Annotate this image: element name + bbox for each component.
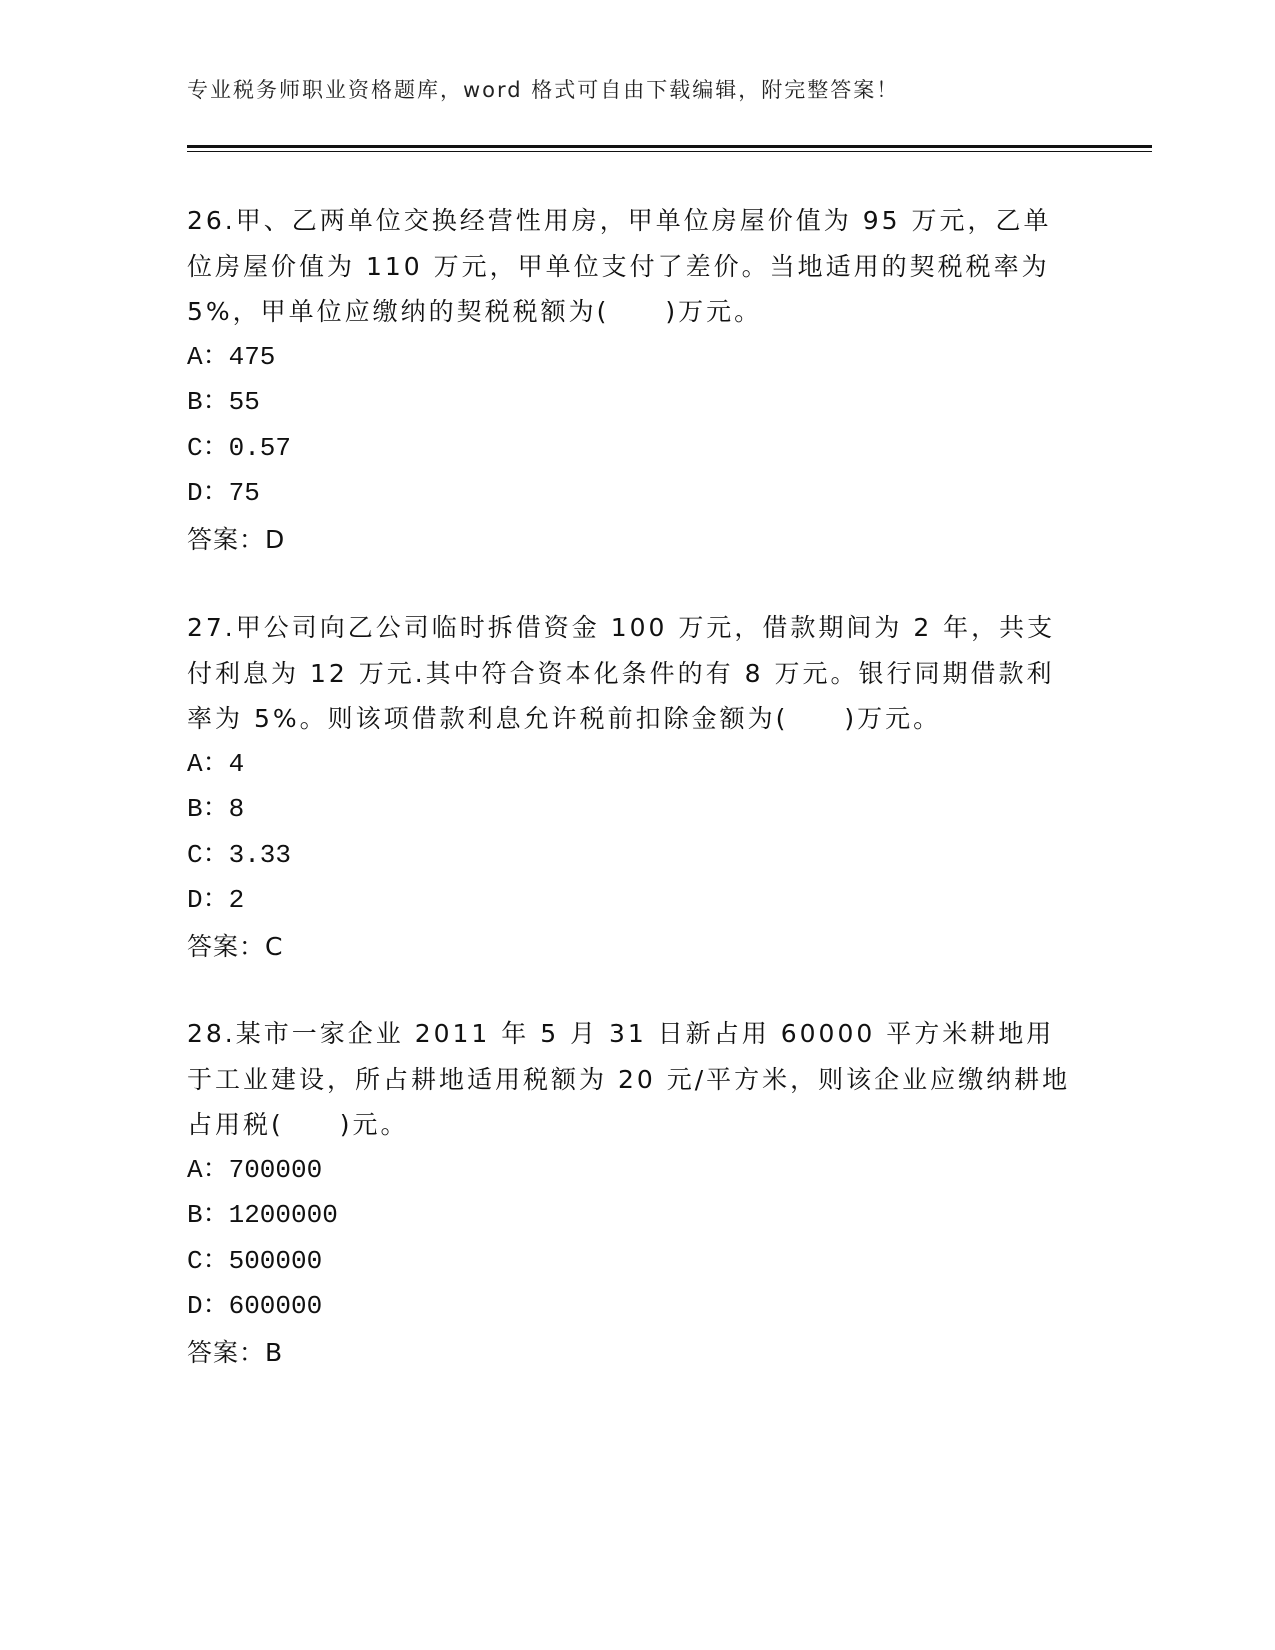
question-stem: 28.某市一家企业 2011 年 5 月 31 日新占用 60000 平方米耕地用于工业建设，所占耕地适用税额为 20 元/平方米，则该企业应缴纳耕地占用税( )元。 (187, 1019, 1071, 1139)
option-a: A：475 (187, 341, 276, 372)
option-b: B：1200000 (187, 1200, 338, 1230)
option-c: C：3.33 (187, 839, 292, 870)
option-c: C：500000 (187, 1245, 323, 1276)
answer-line: 答案：D (187, 524, 286, 554)
option-c: C：0.57 (187, 432, 292, 463)
option-d: D：600000 (187, 1291, 323, 1321)
question-stem: 26.甲、乙两单位交换经营性用房，甲单位房屋价值为 95 万元，乙单位房屋价值为 110 万元，甲单位支付了差价。当地适用的契税税率为 5%，甲单位应缴纳的契税税额为( )万元。 (187, 206, 1052, 326)
page-header: 专业税务师职业资格题库，word 格式可自由下载编辑，附完整答案！ (187, 78, 900, 102)
answer-line: 答案：C (187, 931, 284, 961)
option-d: D：75 (187, 478, 260, 508)
option-a: A：4 (187, 748, 245, 779)
answer-line: 答案：B (187, 1337, 284, 1367)
option-b: B：55 (187, 387, 260, 417)
question-28 (187, 1011, 1077, 1375)
question-stem: 27.甲公司向乙公司临时拆借资金 100 万元，借款期间为 2 年，共支付利息为 12 万元.其中符合资本化条件的有 8 万元。银行同期借款利率为 5%。则该项借款利息允许税前扣除金额为( )万元。 (187, 613, 1056, 733)
question-26 (187, 198, 1077, 562)
header-rule-thin (187, 151, 1152, 152)
option-d: D：2 (187, 885, 245, 915)
question-27 (187, 605, 1077, 969)
option-a: A：700000 (187, 1154, 323, 1185)
option-b: B：8 (187, 794, 245, 824)
header-rule-thick (187, 145, 1152, 148)
